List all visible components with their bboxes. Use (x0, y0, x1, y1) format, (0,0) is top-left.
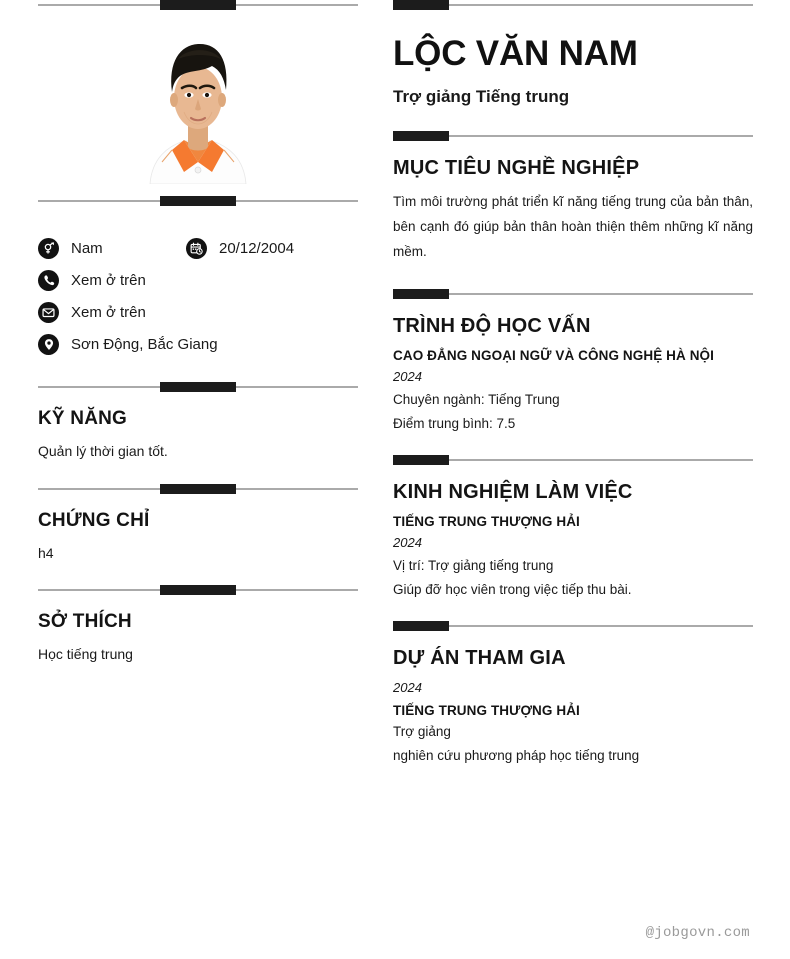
section-heading-experience: KINH NGHIỆM LÀM VIỆC (393, 480, 633, 503)
divider-projects (393, 621, 753, 631)
contact-item-email (38, 302, 146, 323)
divider-name (393, 0, 753, 10)
divider-thick-bar (160, 0, 236, 10)
experience-position: Vị trí: Trợ giảng tiếng trung (393, 557, 554, 573)
section-objective (393, 131, 753, 265)
section-body-certificates: h4 (38, 544, 54, 561)
section-education (393, 289, 753, 431)
education-school: CAO ĐẲNG NGOẠI NGỮ VÀ CÔNG NGHỆ HÀ NỘI (393, 347, 715, 363)
section-heading-certificates: CHỨNG CHỈ (38, 509, 150, 531)
location-icon (38, 334, 59, 355)
watermark: @jobgovn.com (645, 925, 750, 941)
contact-label-email: Xem ở trên (71, 303, 146, 321)
portrait-image (134, 12, 262, 184)
section-body-hobbies: Học tiếng trung (38, 646, 133, 663)
education-gpa: Điểm trung bình: 7.5 (393, 415, 516, 431)
contact-item-phone (38, 270, 146, 291)
contact-item-dob (186, 238, 294, 259)
section-heading-objective: MỤC TIÊU NGHỀ NGHIỆP (393, 156, 640, 179)
photo-block (38, 0, 358, 196)
left-column (38, 0, 358, 665)
project-role: Trợ giảng (393, 723, 451, 739)
divider-thick-bar (160, 585, 236, 595)
section-heading-projects: DỰ ÁN THAM GIA (393, 646, 566, 669)
section-experience (393, 455, 753, 597)
divider-thick-bar (160, 484, 236, 494)
divider-thick-bar (160, 196, 236, 206)
section-projects (393, 621, 753, 763)
divider-thick-bar (393, 131, 449, 141)
contact-label-location: Sơn Động, Bắc Giang (71, 335, 218, 353)
divider-objective (393, 131, 753, 141)
divider-thick-bar (393, 289, 449, 299)
gender-icon (38, 238, 59, 259)
divider-thick-bar (393, 0, 449, 10)
divider-education (393, 289, 753, 299)
phone-icon (38, 270, 59, 291)
divider-photo-bottom (38, 196, 358, 206)
divider-thick-bar (160, 382, 236, 392)
contact-row-location (38, 328, 358, 360)
divider-skills (38, 382, 358, 392)
section-skills (38, 382, 358, 462)
contact-item-gender (38, 238, 186, 259)
divider-photo-top (38, 0, 358, 10)
education-major: Chuyên ngành: Tiếng Trung (393, 391, 560, 407)
section-heading-skills: KỸ NĂNG (38, 408, 128, 429)
section-heading-hobbies: SỞ THÍCH (38, 611, 132, 633)
contact-row-email (38, 296, 358, 328)
objective-body: Tìm môi trường phát triển kĩ năng tiếng trung của bản thân, bên cạnh đó giúp bản thân hoàn thiện thêm những kĩ năng mềm. (393, 193, 753, 259)
experience-company: TIẾNG TRUNG THƯỢNG HẢI (393, 513, 580, 529)
contact-info (38, 232, 358, 360)
experience-year: 2024 (393, 534, 422, 550)
calendar-icon (186, 238, 207, 259)
email-icon (38, 302, 59, 323)
divider-certificates (38, 484, 358, 494)
contact-row-phone (38, 264, 358, 296)
name-block (393, 0, 753, 107)
portrait-photo (134, 12, 262, 184)
section-body-skills: Quản lý thời gian tốt. (38, 443, 168, 459)
contact-row-gender-dob (38, 232, 358, 264)
divider-hobbies (38, 585, 358, 595)
right-column (393, 0, 753, 763)
contact-item-location (38, 334, 218, 355)
project-title: TIẾNG TRUNG THƯỢNG HẢI (393, 702, 580, 718)
contact-label-gender: Nam (71, 239, 103, 257)
experience-detail: Giúp đỡ học viên trong việc tiếp thu bài. (393, 581, 632, 597)
section-heading-education: TRÌNH ĐỘ HỌC VẤN (393, 314, 591, 337)
divider-thick-bar (393, 621, 449, 631)
job-title: Trợ giảng Tiếng trung (393, 86, 570, 106)
section-certificates (38, 484, 358, 564)
project-detail: nghiên cứu phương pháp học tiếng trung (393, 747, 640, 763)
section-hobbies (38, 585, 358, 665)
contact-label-phone: Xem ở trên (71, 271, 146, 289)
divider-experience (393, 455, 753, 465)
divider-thick-bar (393, 455, 449, 465)
education-year: 2024 (393, 368, 422, 384)
page-title: LỘC VĂN NAM (393, 34, 638, 73)
project-year: 2024 (393, 679, 422, 695)
contact-label-dob: 20/12/2004 (219, 239, 295, 257)
